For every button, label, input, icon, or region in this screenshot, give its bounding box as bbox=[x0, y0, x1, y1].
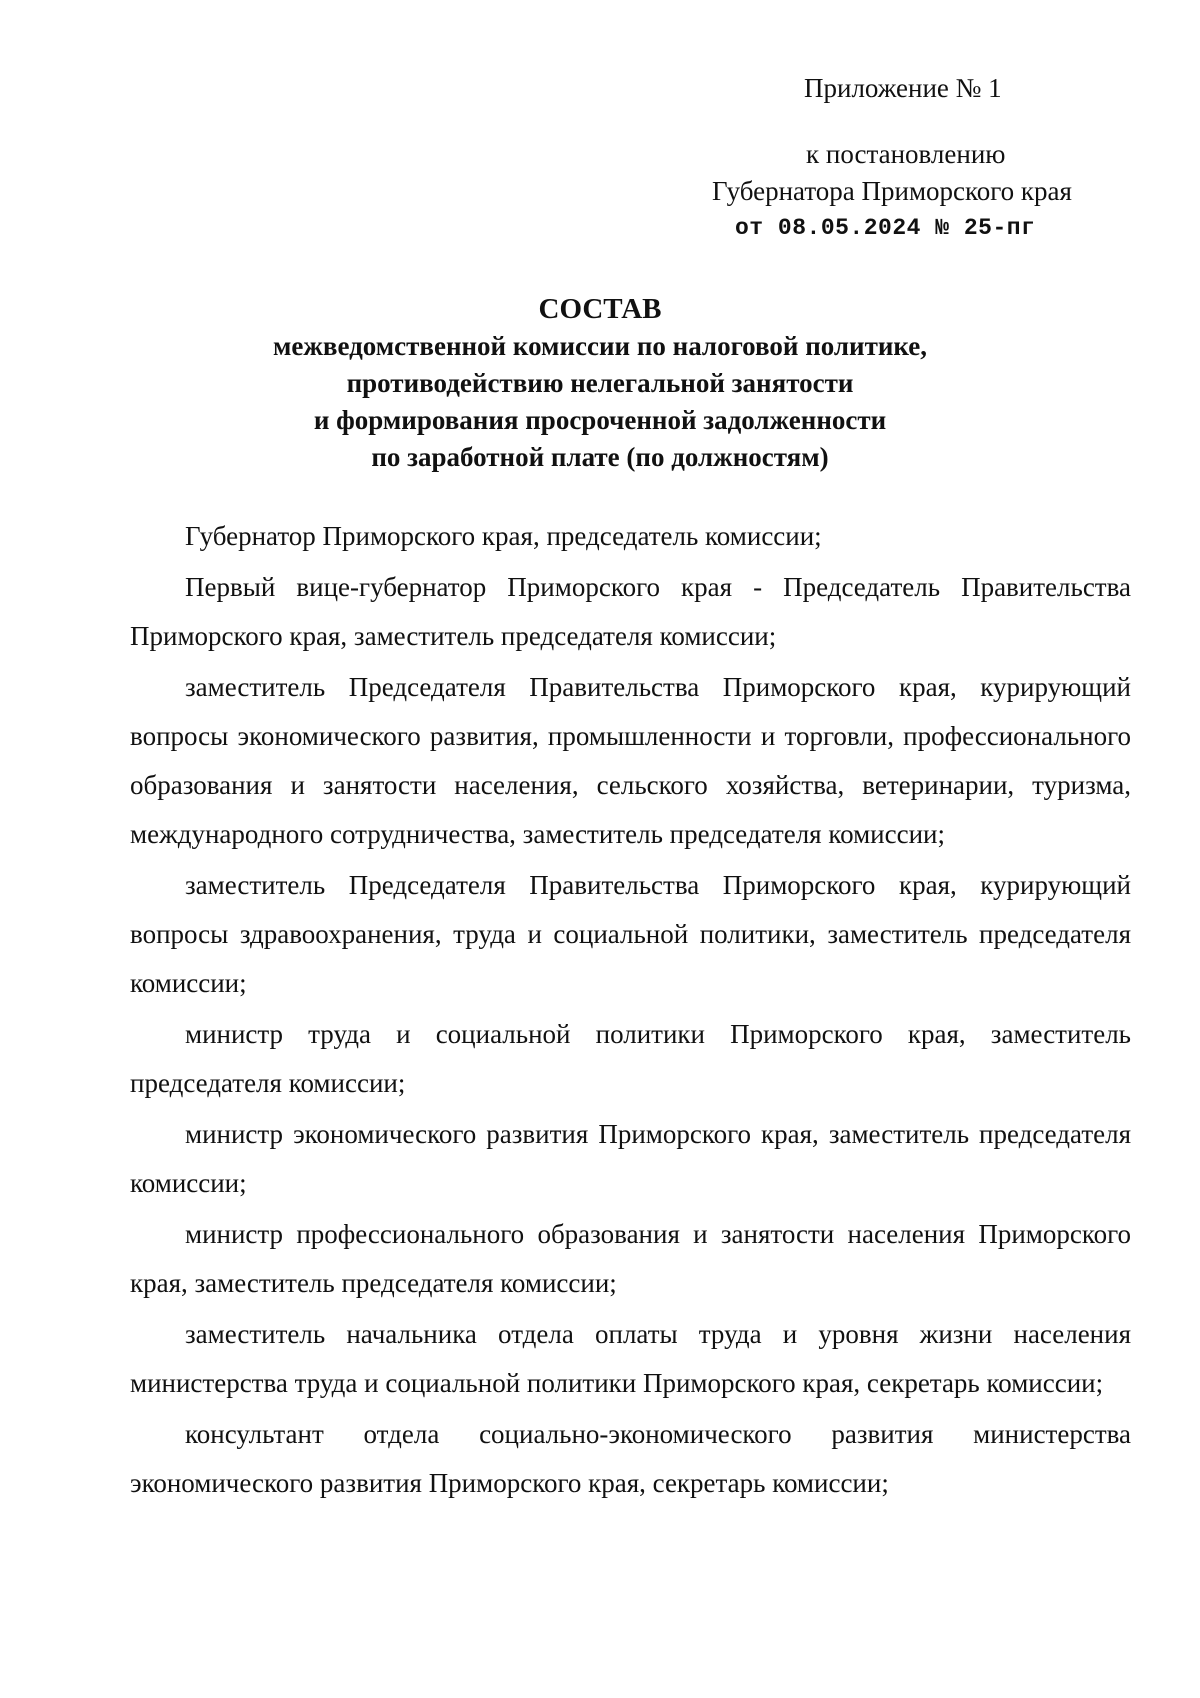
appendix-to-resolution: к постановлению bbox=[806, 139, 1006, 169]
members-list bbox=[130, 512, 1131, 1508]
member-entry: консультант отдела социально-экономического развития министерства экономического развития Приморского края, секретарь комиссии; bbox=[130, 1419, 1131, 1498]
title-line: по заработной плате (по должностям) bbox=[371, 442, 829, 472]
member-entry: министр профессионального образования и занятости населения Приморского края, заместитель председателя комиссии; bbox=[130, 1219, 1131, 1298]
title-line: межведомственной комиссии по налоговой политике, bbox=[272, 331, 928, 361]
member-entry: заместитель Председателя Правительства Приморского края, курирующий вопросы здравоохранения, труда и социальной политики, заместитель председателя комиссии; bbox=[130, 870, 1131, 998]
appendix-date-number: от 08.05.2024 № 25-пг bbox=[735, 215, 1036, 241]
appendix-number: Приложение № 1 bbox=[804, 73, 1002, 103]
member-entry: заместитель начальника отдела оплаты труда и уровня жизни населения министерства труда и социальной политики Приморского края, секретарь комиссии; bbox=[130, 1319, 1131, 1398]
member-entry: министр труда и социальной политики Приморского края, заместитель председателя комиссии; bbox=[130, 1019, 1131, 1098]
document-title bbox=[0, 290, 1200, 476]
member-entry: Губернатор Приморского края, председатель комиссии; bbox=[185, 521, 822, 551]
title-heading: СОСТАВ bbox=[538, 293, 662, 325]
member-entry: министр экономического развития Приморского края, заместитель председателя комиссии; bbox=[130, 1119, 1131, 1198]
title-line: и формирования просроченной задолженности bbox=[313, 405, 887, 435]
appendix-header bbox=[712, 70, 1132, 247]
member-entry: заместитель Председателя Правительства Приморского края, курирующий вопросы экономического развития, промышленности и торговли, профессионального образования и занятости населения, сельского хозяйства, ветеринарии, туризма, международного сотрудничества, заместитель председателя комиссии; bbox=[130, 672, 1131, 849]
title-line: противодействию нелегальной занятости bbox=[346, 368, 854, 398]
member-entry: Первый вице-губернатор Приморского края - Председатель Правительства Приморского края, заместитель председателя комиссии; bbox=[130, 572, 1131, 651]
appendix-issuer: Губернатора Приморского края bbox=[712, 176, 1072, 206]
